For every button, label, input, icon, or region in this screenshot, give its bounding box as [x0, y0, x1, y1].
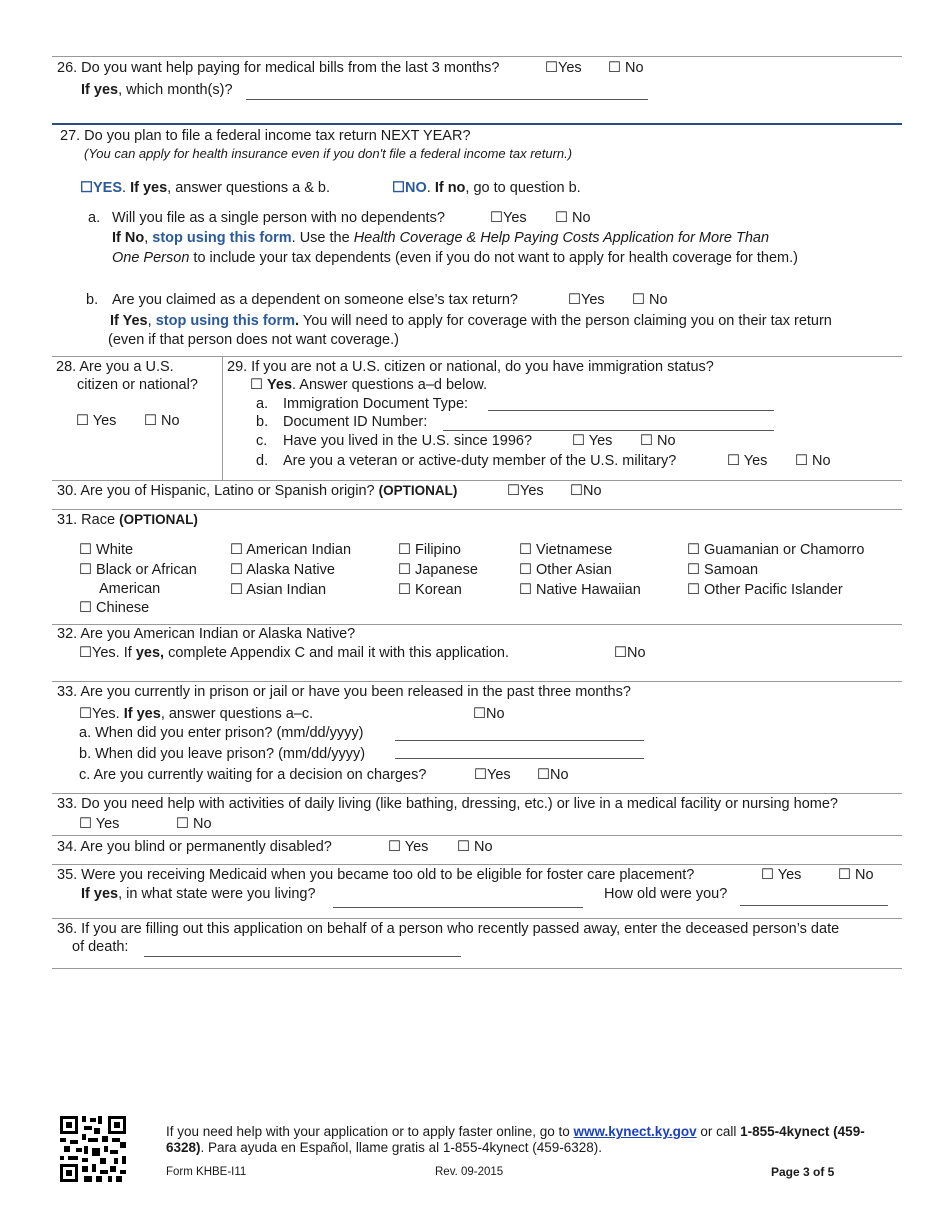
q27a-question: Will you file as a single person with no dependents? [112, 210, 445, 226]
checkbox[interactable]: ☐ [614, 645, 627, 661]
checkbox[interactable]: ☐ [79, 816, 92, 832]
q33a-yes-option[interactable]: ☐Yes. If yes, answer questions a–c. [79, 706, 314, 722]
race-chinese[interactable]: ☐ Chinese [79, 600, 150, 616]
q27a-instruction-2: One Person to include your tax dependents (even if you do not want to apply for health coverage for them.) [112, 250, 798, 266]
checkbox[interactable]: ☐ [570, 483, 583, 499]
race-alaska-native[interactable]: ☐ Alaska Native [230, 562, 335, 578]
q27b-instruction: If Yes, stop using this form. You will need to apply for coverage with the person claiming you on their tax return [110, 313, 832, 329]
q27a-yes-option[interactable]: ☐Yes [490, 210, 527, 226]
q32-no-option[interactable]: ☐No [614, 645, 646, 661]
q27b-yes-option[interactable]: ☐Yes [568, 292, 605, 308]
checkbox[interactable]: ☐ [398, 562, 411, 578]
q29c-letter: c. [256, 433, 268, 449]
q29d-label: Are you a veteran or active-duty member of the U.S. military? [283, 453, 677, 469]
checkbox[interactable]: ☐ [474, 767, 487, 783]
q29a-label: Immigration Document Type: [283, 396, 469, 412]
q26-no-option[interactable]: ☐ No [608, 60, 644, 76]
race-other-asian[interactable]: ☐ Other Asian [519, 562, 612, 578]
q33a-leave-label: b. When did you leave prison? (mm/dd/yyyy) [79, 746, 366, 762]
checkbox[interactable]: ☐ [230, 562, 243, 578]
race-vietnamese[interactable]: ☐ Vietnamese [519, 542, 613, 558]
checkbox[interactable]: ☐ [79, 562, 92, 578]
q29c-no-option[interactable]: ☐ No [640, 433, 676, 449]
rule-33a [52, 681, 902, 682]
rule-33b [52, 793, 902, 794]
q33b-yes-option[interactable]: ☐ Yes [79, 816, 120, 832]
q27b-no-option[interactable]: ☐ No [632, 292, 668, 308]
checkbox[interactable]: ☐ [76, 413, 89, 429]
checkbox[interactable]: ☐ [79, 542, 92, 558]
q32-yes-option[interactable]: ☐Yes. If yes, complete Appendix C and mail it with this application. [79, 645, 510, 661]
q30-yes-option[interactable]: ☐Yes [507, 483, 544, 499]
q30-question: 30. Are you of Hispanic, Latino or Spanish origin? (OPTIONAL) [57, 483, 458, 499]
checkbox[interactable]: ☐ [176, 816, 189, 832]
race-korean[interactable]: ☐ Korean [398, 582, 462, 598]
q34-yes-option[interactable]: ☐ Yes [388, 839, 429, 855]
race-native-hawaiian[interactable]: ☐ Native Hawaiian [519, 582, 641, 598]
rule-top [52, 56, 902, 57]
q35-no-option[interactable]: ☐ No [838, 867, 874, 883]
kynect-link[interactable]: www.kynect.ky.gov [573, 1124, 697, 1139]
race-white[interactable]: ☐ White [79, 542, 134, 558]
q33b-question: 33. Do you need help with activities of daily living (like bathing, dressing, etc.) or live in a medical facility or nursing home? [57, 796, 838, 812]
q28-question: 28. Are you a U.S. [56, 359, 174, 375]
q26-yes-option[interactable]: ☐Yes [545, 60, 582, 76]
checkbox[interactable]: ☐ [473, 706, 486, 722]
q33a-charges-label: c. Are you currently waiting for a decision on charges? [79, 767, 427, 783]
checkbox[interactable]: ☐ [398, 542, 411, 558]
q33a-enter-label: a. When did you enter prison? (mm/dd/yyyy) [79, 725, 364, 741]
q28-question-2: citizen or national? [77, 377, 198, 393]
rule-bottom [52, 968, 902, 969]
checkbox[interactable]: ☐ [79, 706, 92, 722]
q35-state-label: If yes, in what state were you living? [81, 886, 316, 902]
q36-question-2: of death: [72, 939, 129, 955]
q33a-charges-no[interactable]: ☐No [537, 767, 569, 783]
checkbox[interactable]: ☐ [507, 483, 520, 499]
q33a-enter-field[interactable] [395, 740, 644, 741]
q27a-no-option[interactable]: ☐ No [555, 210, 591, 226]
race-other-pacific[interactable]: ☐ Other Pacific Islander [687, 582, 843, 598]
checkbox[interactable]: ☐ [519, 582, 532, 598]
q27b-letter: b. [86, 292, 99, 308]
rule-35 [52, 864, 902, 865]
q33a-charges-yes[interactable]: ☐Yes [474, 767, 511, 783]
q27b-instruction-2: (even if that person does not want coverage.) [108, 332, 399, 348]
q29c-label: Have you lived in the U.S. since 1996? [283, 433, 533, 449]
race-japanese[interactable]: ☐ Japanese [398, 562, 478, 578]
qr-code-icon [60, 1116, 126, 1182]
race-black[interactable]: ☐ Black or African [79, 562, 197, 578]
checkbox[interactable]: ☐ [79, 600, 92, 616]
form-number: Form KHBE-I11 [166, 1166, 247, 1178]
race-filipino[interactable]: ☐ Filipino [398, 542, 461, 558]
checkbox[interactable]: ☐ [457, 839, 470, 855]
checkbox[interactable]: ☐ [230, 542, 243, 558]
race-asian-indian[interactable]: ☐ Asian Indian [230, 582, 327, 598]
rule-section [52, 123, 902, 125]
checkbox[interactable]: ☐ [398, 582, 411, 598]
q27-yes-option[interactable]: ☐YES. If yes, answer questions a & b. [80, 180, 330, 196]
checkbox[interactable]: ☐ [519, 562, 532, 578]
rule-28 [52, 356, 902, 357]
checkbox[interactable]: ☐ [687, 542, 700, 558]
race-american-indian[interactable]: ☐ American Indian [230, 542, 352, 558]
page-number: Page 3 of 5 [771, 1165, 835, 1179]
race-samoan[interactable]: ☐ Samoan [687, 562, 759, 578]
q27a-instruction: If No, stop using this form. Use the Health Coverage & Help Paying Costs Application for More Than [112, 230, 770, 246]
checkbox[interactable]: ☐ [838, 867, 851, 883]
q27-no-option[interactable]: ☐NO. If no, go to question b. [392, 180, 581, 196]
rule-34 [52, 835, 902, 836]
q35-question: 35. Were you receiving Medicaid when you became too old to be eligible for foster care placement? [57, 867, 695, 883]
checkbox[interactable]: ☐ [608, 60, 621, 76]
q29-question: 29. If you are not a U.S. citizen or national, do you have immigration status? [227, 359, 714, 375]
checkbox[interactable]: ☐ [80, 180, 93, 196]
footer-help-text-2: 6328). Para ayuda en Español, llame gratis al 1-855-4kynect (459-6328). [166, 1140, 603, 1155]
q36-date-field[interactable] [144, 956, 461, 957]
checkbox[interactable]: ☐ [640, 433, 653, 449]
q31-question: 31. Race (OPTIONAL) [57, 512, 198, 528]
q27-note: (You can apply for health insurance even if you don't file a federal income tax return.) [84, 146, 573, 161]
footer-help-text: If you need help with your application or to apply faster online, go to www.kynect.ky.gov or call 1-855-4kynect (459- [166, 1124, 865, 1139]
race-guamanian[interactable]: ☐ Guamanian or Chamorro [687, 542, 865, 558]
checkbox[interactable]: ☐ [795, 453, 808, 469]
q29b-field[interactable] [443, 430, 774, 431]
q35-yes-option[interactable]: ☐ Yes [761, 867, 802, 883]
q33a-no-option[interactable]: ☐No [473, 706, 505, 722]
checkbox[interactable]: ☐ [632, 292, 645, 308]
q29-yes-option[interactable]: ☐ Yes. Answer questions a–d below. [250, 377, 488, 393]
q28-yes-option[interactable]: ☐ Yes [76, 413, 117, 429]
q36-question: 36. If you are filling out this application on behalf of a person who recently passed away, enter the deceased person’s date [57, 921, 840, 937]
checkbox[interactable]: ☐ [392, 180, 405, 196]
divider-28-29 [222, 356, 223, 480]
q26-question: 26. Do you want help paying for medical bills from the last 3 months? [57, 60, 500, 76]
q26-months-field[interactable] [246, 99, 648, 100]
q29c-yes-option[interactable]: ☐ Yes [572, 433, 613, 449]
rule-30 [52, 480, 902, 481]
checkbox[interactable]: ☐ [572, 433, 585, 449]
q29d-no-option[interactable]: ☐ No [795, 453, 831, 469]
q32-question: 32. Are you American Indian or Alaska Native? [57, 626, 356, 642]
q26-if-yes: If yes, which month(s)? [81, 82, 233, 98]
q29a-field[interactable] [488, 410, 774, 411]
q29b-letter: b. [256, 414, 269, 430]
checkbox[interactable]: ☐ [555, 210, 568, 226]
q33a-question: 33. Are you currently in prison or jail or have you been released in the past three months? [57, 684, 631, 700]
checkbox[interactable]: ☐ [388, 839, 401, 855]
checkbox[interactable]: ☐ [687, 562, 700, 578]
checkbox[interactable]: ☐ [537, 767, 550, 783]
checkbox[interactable]: ☐ [250, 377, 263, 393]
checkbox[interactable]: ☐ [230, 582, 243, 598]
q27b-question: Are you claimed as a dependent on someone else’s tax return? [112, 292, 518, 308]
rule-32 [52, 624, 902, 625]
q35-age-field[interactable] [740, 905, 888, 906]
q29a-letter: a. [256, 396, 269, 412]
checkbox[interactable]: ☐ [568, 292, 581, 308]
rule-36 [52, 918, 902, 919]
q30-no-option[interactable]: ☐No [570, 483, 602, 499]
checkbox[interactable]: ☐ [79, 645, 92, 661]
q29d-yes-option[interactable]: ☐ Yes [727, 453, 768, 469]
q27-question: 27. Do you plan to file a federal income tax return NEXT YEAR? [60, 128, 471, 144]
checkbox[interactable]: ☐ [727, 453, 740, 469]
q29d-letter: d. [256, 453, 269, 469]
form-revision: Rev. 09-2015 [435, 1166, 504, 1178]
checkbox[interactable]: ☐ [519, 542, 532, 558]
checkbox[interactable]: ☐ [490, 210, 503, 226]
checkbox[interactable]: ☐ [687, 582, 700, 598]
q35-state-field[interactable] [333, 907, 583, 908]
checkbox[interactable]: ☐ [144, 413, 157, 429]
q29b-label: Document ID Number: [283, 414, 428, 430]
q34-question: 34. Are you blind or permanently disabled? [57, 839, 332, 855]
q35-age-label: How old were you? [604, 886, 728, 902]
q34-no-option[interactable]: ☐ No [457, 839, 493, 855]
q28-no-option[interactable]: ☐ No [144, 413, 180, 429]
q33a-leave-field[interactable] [395, 758, 644, 759]
q33b-no-option[interactable]: ☐ No [176, 816, 212, 832]
checkbox[interactable]: ☐ [545, 60, 558, 76]
rule-31 [52, 509, 902, 510]
race-black-2: American [99, 581, 161, 597]
checkbox[interactable]: ☐ [761, 867, 774, 883]
q27a-letter: a. [88, 210, 101, 226]
